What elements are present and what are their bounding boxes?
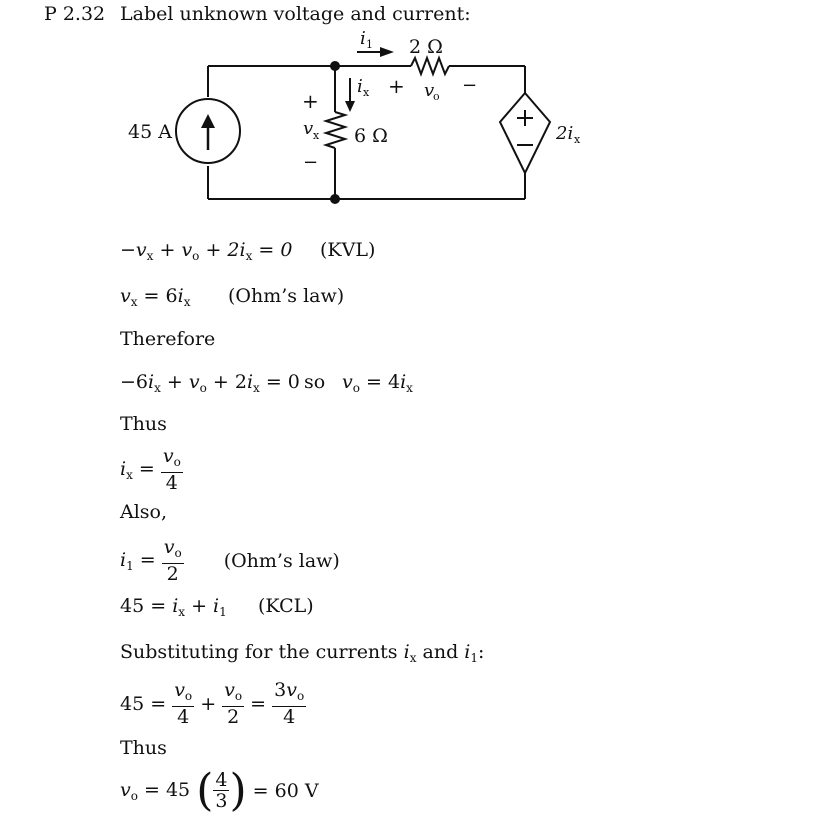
problem-title: Label unknown voltage and current: xyxy=(120,3,471,25)
vo-plus: + xyxy=(388,74,405,98)
vo-minus: − xyxy=(462,75,478,96)
also-text: Also, xyxy=(120,501,168,523)
sum-fraction-equation: 45 = $\frac{v_o}{4}$ + $\frac{v_o}{2}$ = $\frac{3v_o}{4}$ xyxy=(120,679,305,728)
vx-plus: + xyxy=(302,89,319,113)
vx-minus: − xyxy=(303,152,319,173)
bottom-node xyxy=(330,194,340,204)
source-arrow-icon xyxy=(201,114,215,128)
kcl-equation: $45 = i_x + i_1$ (KCL) xyxy=(120,595,314,619)
kvl-note: (KVL) xyxy=(320,239,376,261)
substituting-text: Substituting for the currents $i_x$ and $i_1$: xyxy=(120,641,485,665)
thus-text-1: Thus xyxy=(120,413,167,435)
vx-sub: x xyxy=(313,129,320,142)
ix-arrow-icon xyxy=(345,101,355,112)
i1-arrow-icon xyxy=(380,47,394,57)
therefore-text: Therefore xyxy=(120,328,216,350)
so-text: so xyxy=(304,371,326,393)
resistor-2ohm-label: 2 Ω xyxy=(409,36,443,58)
i1-sub: 1 xyxy=(366,38,373,51)
i1-label: i xyxy=(360,28,366,49)
dependent-source-diamond xyxy=(500,93,550,173)
ohm-note-1: (Ohm’s law) xyxy=(228,285,345,307)
vo-sub: o xyxy=(433,90,440,103)
problem-number: P 2.32 xyxy=(44,3,106,25)
dependent-source-label: 2i xyxy=(556,123,574,144)
substituted-equation: $-6i_x + v_o + 2i_x = 0$ so $v_o = 4i_x$ xyxy=(120,371,413,395)
thus-text-2: Thus xyxy=(120,737,167,759)
kvl-equation: $-v_x + v_o + 2i_x = 0$ (KVL) xyxy=(120,239,376,263)
dependent-source-sub: x xyxy=(574,133,581,146)
ohm-equation-1: $v_x = 6i_x$ (Ohm’s law) xyxy=(120,285,345,309)
vx-label: v xyxy=(303,118,314,139)
ix-label: i xyxy=(357,76,363,97)
top-node xyxy=(330,61,340,71)
result-value: = 60 V xyxy=(252,779,319,802)
kcl-note: (KCL) xyxy=(258,595,314,617)
ohm-note-2: (Ohm’s law) xyxy=(223,549,340,572)
resistor-6ohm-label: 6 Ω xyxy=(354,125,388,147)
result-equation: $v_o = 45$ ( $\frac{4}{3}$ ) = 60 V xyxy=(120,764,319,816)
ix-sub: x xyxy=(363,86,370,99)
resistor-2ohm xyxy=(411,58,449,74)
source-value-label: 45 A xyxy=(128,121,172,143)
circuit-diagram xyxy=(0,0,818,230)
vo-label: v xyxy=(424,80,435,101)
resistor-6ohm xyxy=(326,112,345,148)
ix-fraction-equation: $i_x$ = $\frac{v_o}{4}$ xyxy=(120,445,181,494)
i1-fraction-equation: $i_1$ = $\frac{v_o}{2}$ (Ohm’s law) xyxy=(120,536,340,585)
